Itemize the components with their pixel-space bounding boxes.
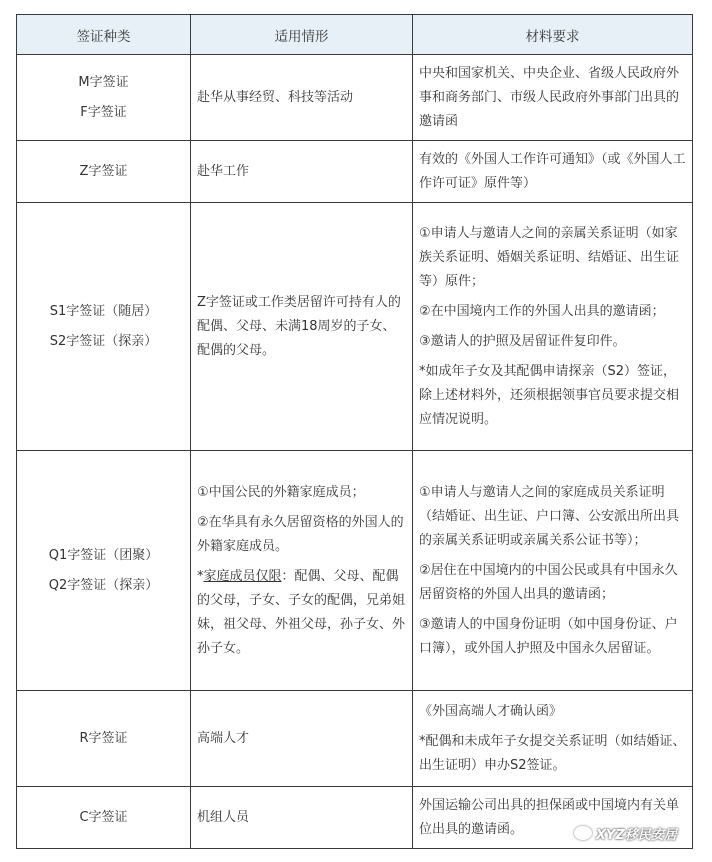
materials-cell [413,451,693,691]
condition-cell [191,451,413,691]
materials-item: ③邀请人的护照及居留证件复印件。 [419,333,626,349]
visa-type-label: M字签证 [78,74,129,90]
materials-item: ①申请人与邀请人之间的家庭成员关系证明（结婚证、出生证、户口簿、公安派出所出具的亲属关系证明或亲属关系公证书等）； [419,484,680,548]
visa-type-label: Q1字签证（团聚） [48,547,159,563]
visa-type-cell [17,691,191,787]
wechat-icon [574,826,592,840]
condition-item: ②在华具有永久居留资格的外国人的外籍家庭成员。 [197,514,404,554]
materials-item: ②居住在中国境内的中国公民或具有中国永久居留资格的外国人出具的邀请函； [419,562,678,602]
materials-text: 外国运输公司出具的担保函或中国境内有关单位出具的邀请函。 [419,797,680,837]
materials-item: ③邀请人的中国身份证明（如中国身份证、户口簿），或外国人护照及中国永久居留证。 [419,616,678,656]
materials-text: 中央和国家机关、中央企业、省级人民政府外事和商务部门、市级人民政府外事部门出具的邀请函 [419,65,680,129]
materials-cell [413,55,693,141]
visa-type-cell [17,141,191,203]
table-row [17,203,693,451]
materials-item: ①申请人与邀请人之间的亲属关系证明（如家族关系证明、婚姻关系证明、结婚证、出生证等）原件； [419,225,680,289]
materials-item: ②在中国境内工作的外国人出具的邀请函； [419,303,665,319]
visa-type-label: C字签证 [79,809,128,825]
visa-requirements-table [16,14,693,849]
visa-type-label: F字签证 [80,104,127,120]
note-rest: ：配偶、父母、配偶的父母，子女、子女的配偶，兄弟姐妹，祖父母、外祖父母，孙子女、外孙子女。 [197,568,406,656]
visa-type-label: S2字签证（探亲） [49,333,158,349]
table-row [17,451,693,691]
table-row [17,691,693,787]
condition-text: 赴华工作 [197,163,250,179]
table-row [17,141,693,203]
visa-type-cell [17,55,191,141]
visa-type-cell [17,787,191,849]
header-condition: 适用情形 [191,15,413,55]
condition-text: 高端人才 [197,730,250,746]
materials-text: 有效的《外国人工作许可通知》（或《外国人工作许可证》原件等） [419,151,686,191]
header-visa-type: 签证种类 [17,15,191,55]
visa-type-cell [17,451,191,691]
header-materials: 材料要求 [413,15,693,55]
table-header-row [17,15,693,55]
condition-cell [191,203,413,451]
materials-note: *如成年子女及其配偶申请探亲（S2）签证，除上述材料外，还须根据领事官员要求提交相应情况说明。 [419,363,680,427]
table-row [17,55,693,141]
visa-type-label: Q2字签证（探亲） [48,577,159,593]
visa-type-label: S1字签证（随居） [49,303,158,319]
materials-item: 《外国高端人才确认函》 [419,703,563,719]
family-members-note [197,565,406,661]
materials-note: *配偶和未成年子女提交关系证明（如结婚证、出生证明）申办S2签证。 [419,733,686,773]
condition-cell [191,55,413,141]
materials-cell [413,141,693,203]
condition-cell [191,141,413,203]
visa-type-label: R字签证 [79,730,128,746]
condition-cell [191,691,413,787]
materials-cell [413,203,693,451]
visa-type-label: Z字签证 [79,163,128,179]
condition-text: 赴华从事经贸、科技等活动 [197,89,354,105]
watermark-text: XYZ移民安居 [596,827,677,843]
condition-text: 机组人员 [197,809,250,825]
condition-cell [191,787,413,849]
note-marker: * [197,568,204,584]
materials-cell [413,691,693,787]
note-underlined-label: 家庭成员仅限 [203,568,282,584]
condition-item: ①中国公民的外籍家庭成员； [197,484,365,500]
watermark [574,822,702,844]
visa-type-cell [17,203,191,451]
condition-text: Z字签证或工作类居留许可持有人的配偶、父母、未满18周岁的子女、配偶的父母。 [197,294,401,358]
